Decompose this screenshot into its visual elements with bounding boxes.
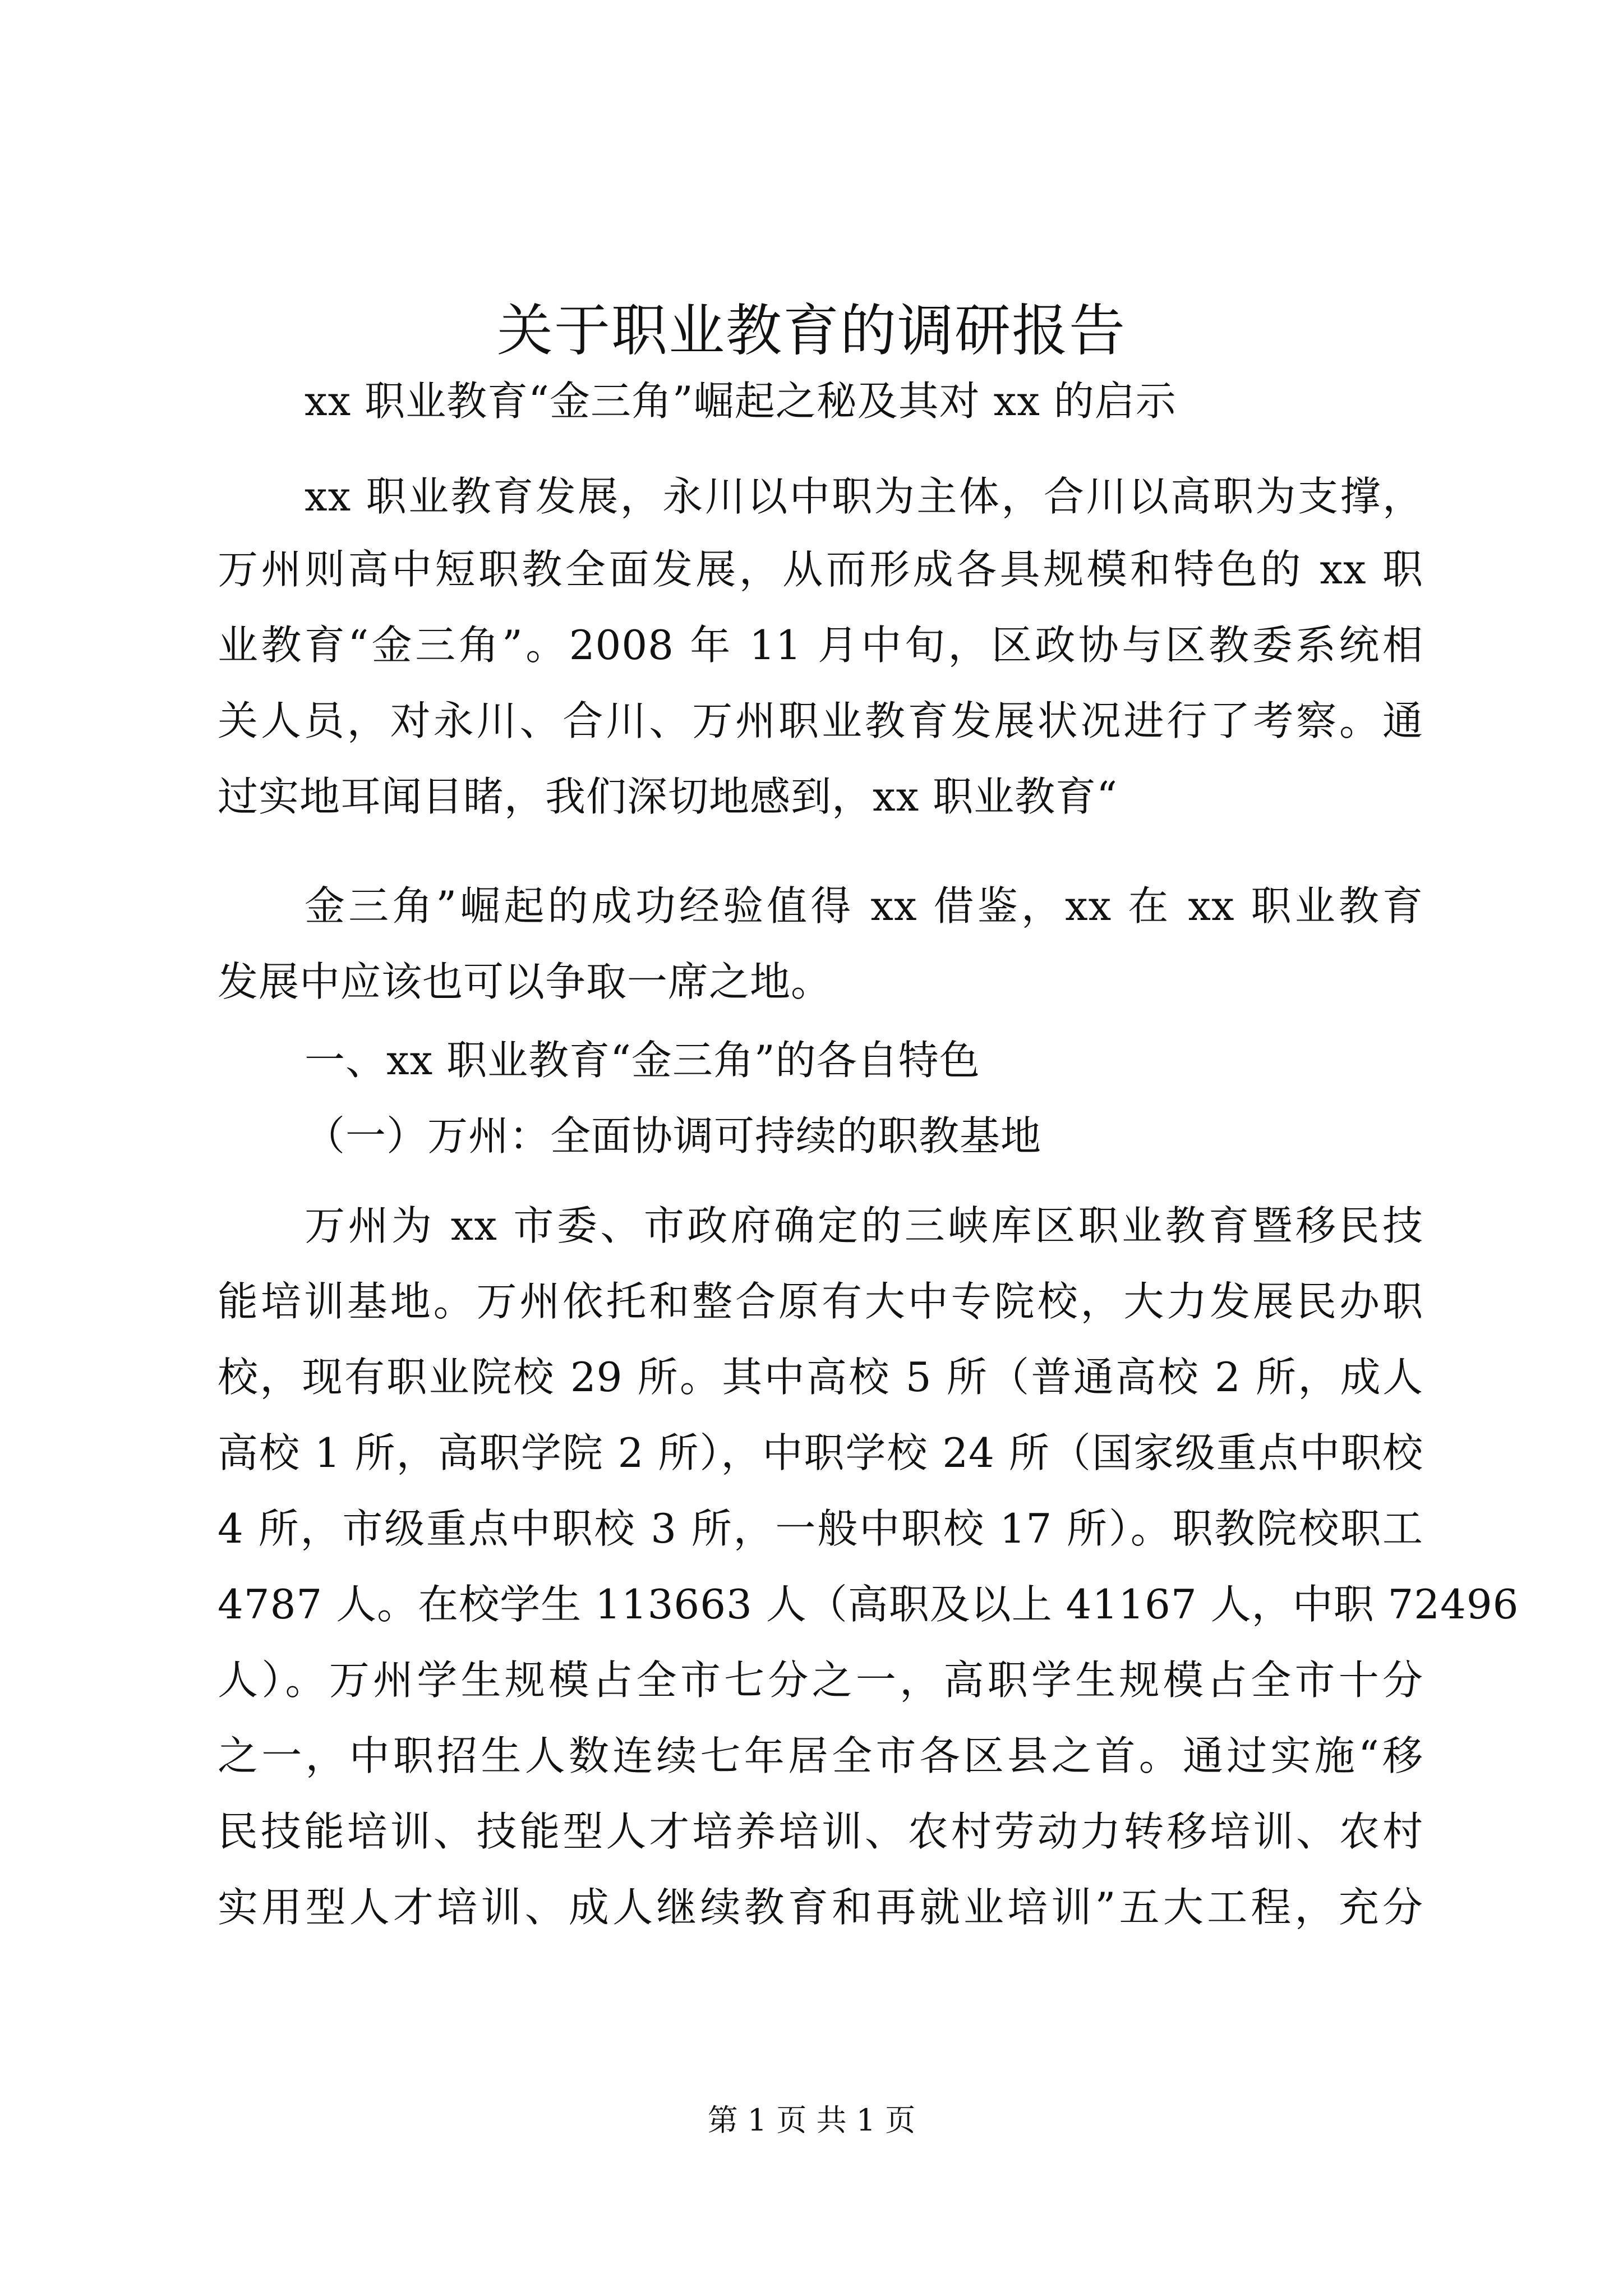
subsection-heading: （一）万州：全面协调可持续的职教基地 (305, 1112, 1042, 1159)
body-line: 万州为 xx 市委、市政府确定的三峡库区职业教育暨移民技 (305, 1202, 1423, 1249)
body-line: 过实地耳闻目睹，我们深切地感到，xx 职业教育“ (218, 773, 1118, 820)
body-line: 关人员，对永川、合川、万州职业教育发展状况进行了考察。通 (218, 697, 1423, 744)
body-line: 能培训基地。万州依托和整合原有大中专院校，大力发展民办职 (218, 1278, 1423, 1325)
body-line: 万州则高中短职教全面发展，从而形成各具规模和特色的 xx 职 (218, 546, 1423, 593)
body-line: 高校 1 所，高职学院 2 所），中职学校 24 所（国家级重点中职校 (218, 1429, 1423, 1476)
body-line: 金三角”崛起的成功经验值得 xx 借鉴，xx 在 xx 职业教育 (305, 882, 1423, 930)
body-line: 校，现有职业院校 29 所。其中高校 5 所（普通高校 2 所，成人 (218, 1354, 1423, 1401)
section-heading: 一、xx 职业教育“金三角”的各自特色 (305, 1037, 980, 1084)
body-line: 业教育“金三角”。2008 年 11 月中旬，区政协与区教委系统相 (218, 622, 1423, 669)
body-line: xx 职业教育发展，永川以中职为主体，合川以高职为支撑， (305, 473, 1423, 520)
body-line: 人）。万州学生规模占全市七分之一，高职学生规模占全市十分 (218, 1657, 1423, 1704)
body-line: 4787 人。在校学生 113663 人（高职及以上 41167 人，中职 72496 (218, 1581, 1519, 1628)
document-title: 关于职业教育的调研报告 (497, 298, 1126, 364)
body-line: 4 所，市级重点中职校 3 所，一般中职校 17 所）。职教院校职工 (218, 1505, 1423, 1552)
page-footer: 第 1 页 共 1 页 (707, 2102, 916, 2138)
body-line: 民技能培训、技能型人才培养培训、农村劳动力转移培训、农村 (218, 1808, 1423, 1855)
body-line: 实用型人才培训、成人继续教育和再就业培训”五大工程，充分 (218, 1884, 1423, 1931)
body-line: 之一，中职招生人数连续七年居全市各区县之首。通过实施“移 (218, 1732, 1423, 1779)
subtitle-line: xx 职业教育“金三角”崛起之秘及其对 xx 的启示 (305, 378, 1177, 425)
body-line: 发展中应该也可以争取一席之地。 (218, 958, 832, 1005)
